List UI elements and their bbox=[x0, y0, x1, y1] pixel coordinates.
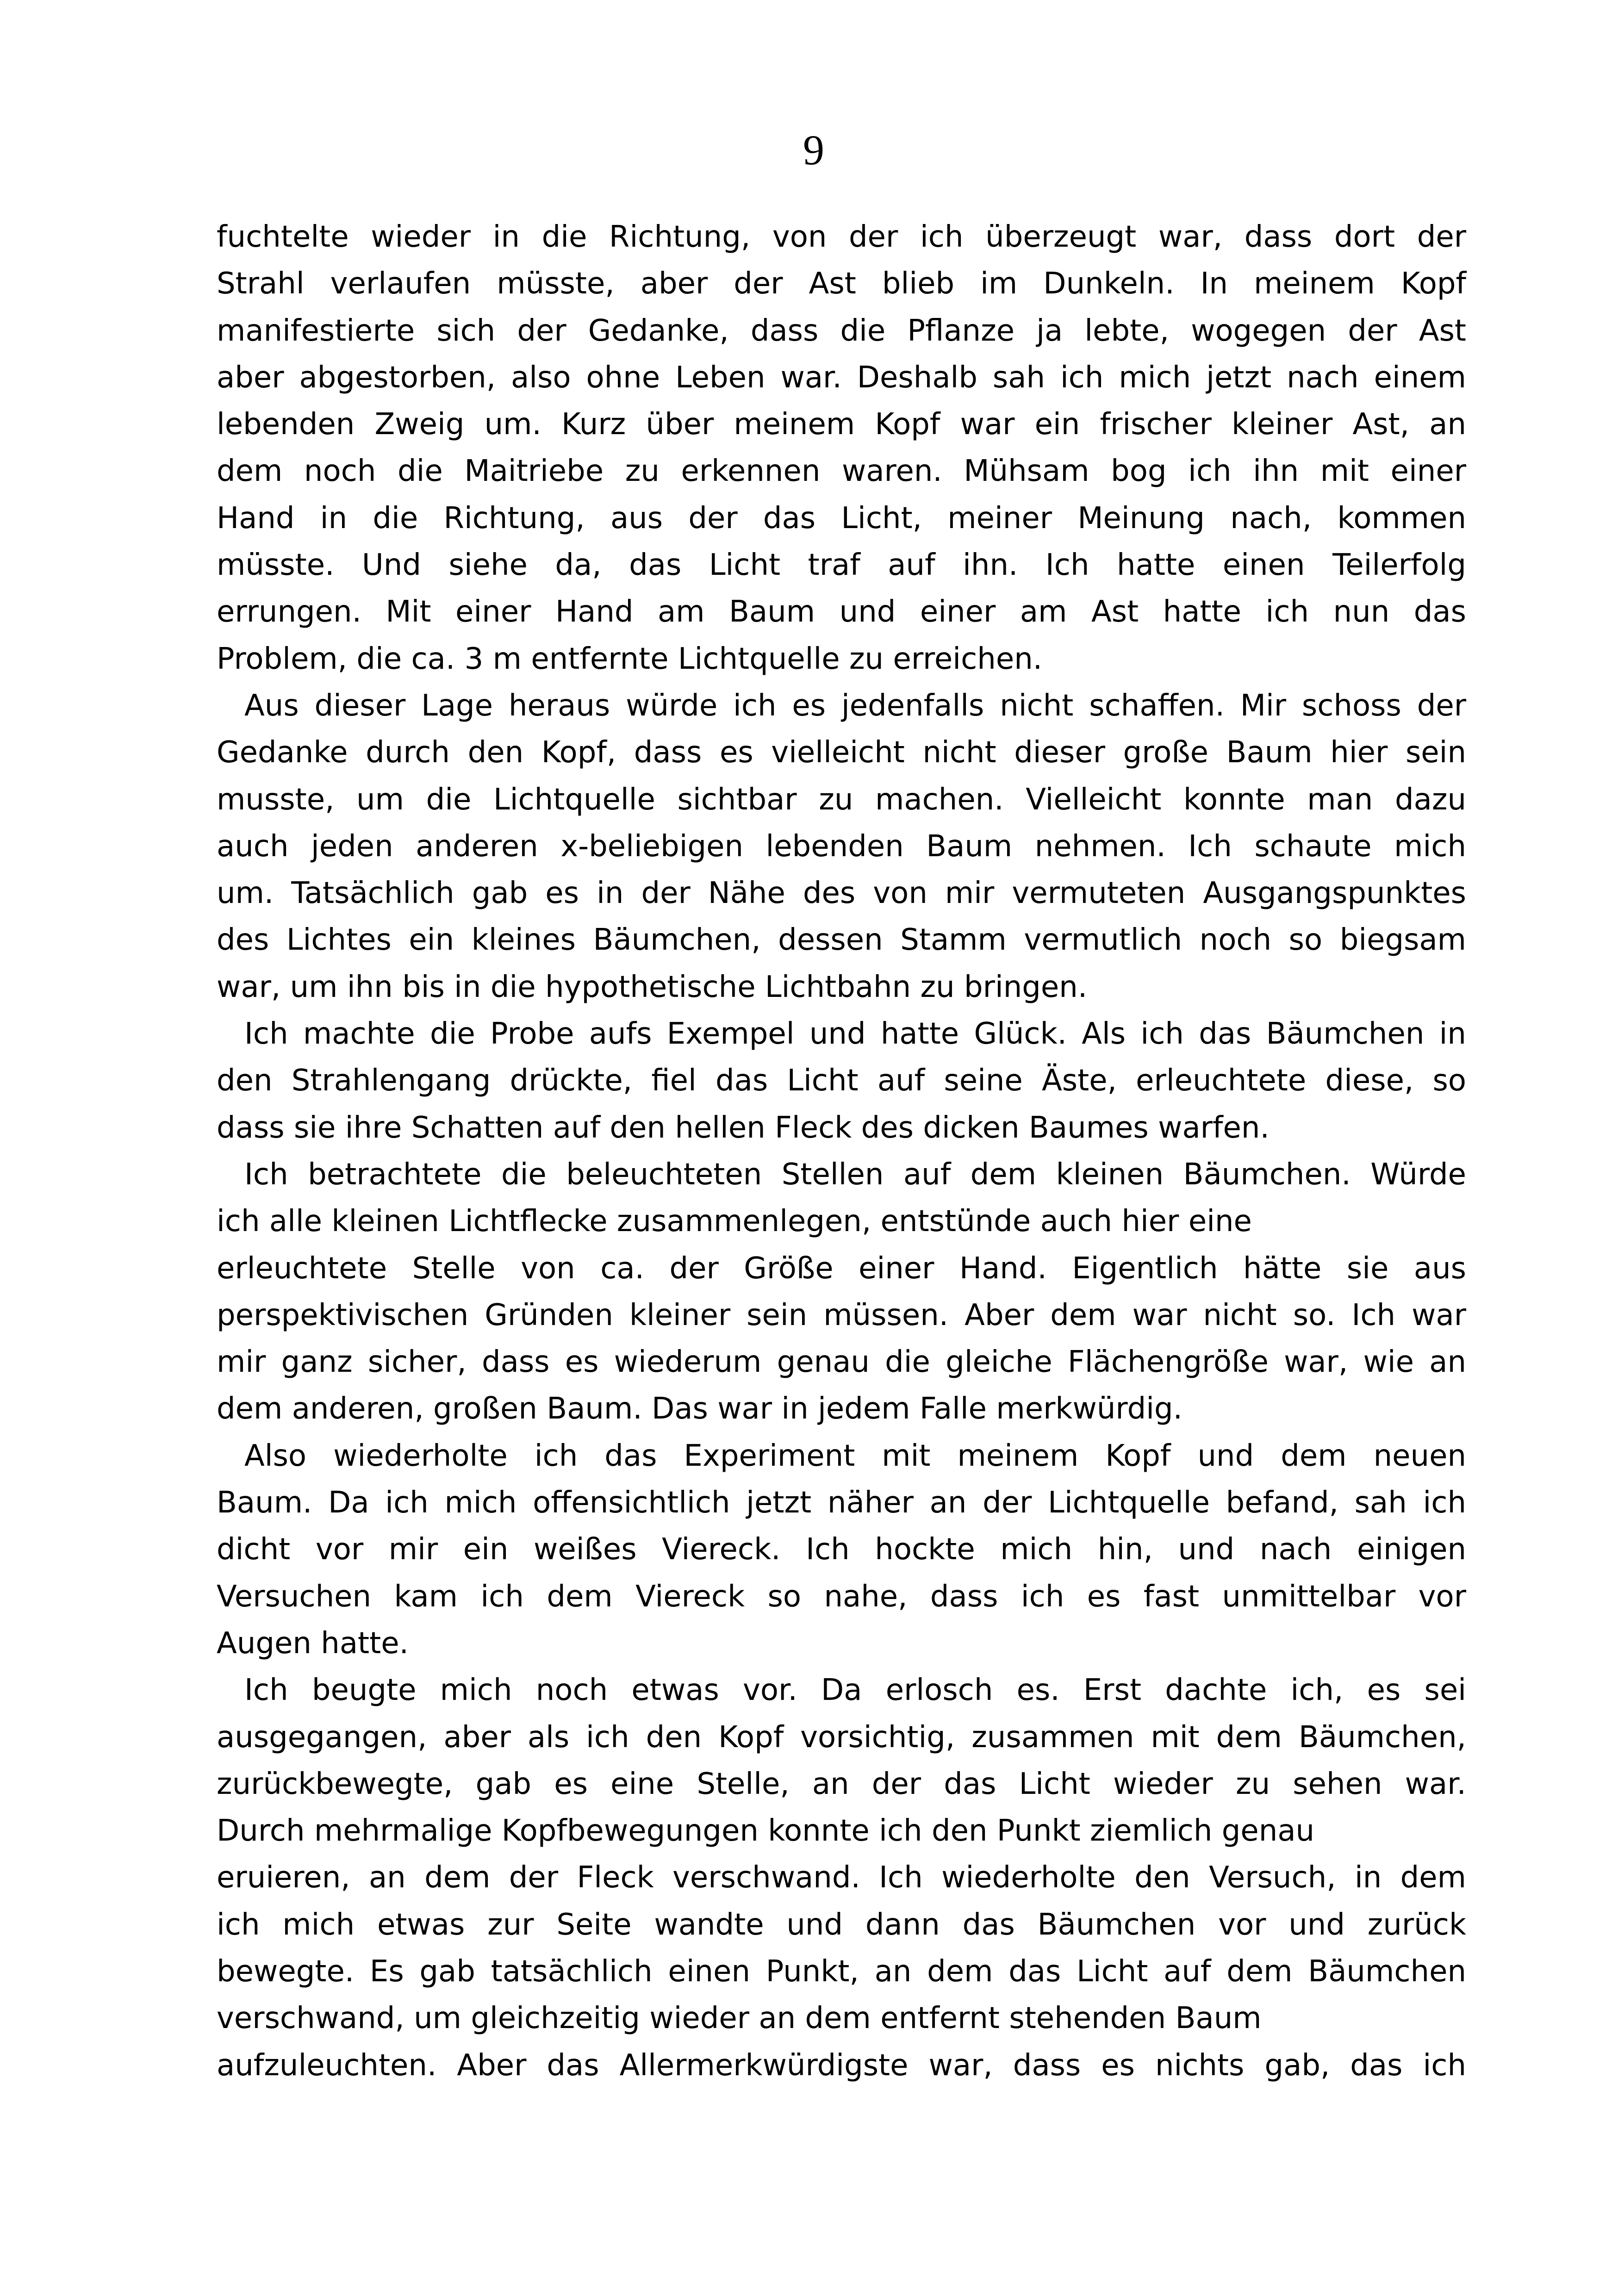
text-line: musste, um die Lichtquelle sichtbar zu machen. Vielleicht konnte man dazu bbox=[217, 782, 1466, 817]
text-line: Durch mehrmalige Kopfbewegungen konnte ich den Punkt ziemlich genau bbox=[217, 1814, 1315, 1848]
text-line: Aus dieser Lage heraus würde ich es jedenfalls nicht schaffen. Mir schoss der bbox=[244, 688, 1466, 723]
text-line: ich alle kleinen Lichtflecke zusammenlegen, entstünde auch hier eine bbox=[217, 1204, 1252, 1239]
text-line: aufzuleuchten. Aber das Allermerkwürdigste war, dass es nichts gab, das ich bbox=[217, 2048, 1466, 2083]
text-line: Baum. Da ich mich offensichtlich jetzt näher an der Lichtquelle befand, sah ich bbox=[217, 1486, 1466, 1520]
text-line: mir ganz sicher, dass es wiederum genau die gleiche Flächengröße war, wie an bbox=[217, 1345, 1466, 1380]
text-line: bewegte. Es gab tatsächlich einen Punkt, an dem das Licht auf dem Bäumchen bbox=[217, 1954, 1466, 1989]
text-line: aber abgestorben, also ohne Leben war. Deshalb sah ich mich jetzt nach einem bbox=[217, 360, 1466, 395]
text-line: Problem, die ca. 3 m entfernte Lichtquelle zu erreichen. bbox=[217, 641, 1043, 676]
text-line: war, um ihn bis in die hypothetische Lichtbahn zu bringen. bbox=[217, 970, 1088, 1004]
text-line: Gedanke durch den Kopf, dass es vielleicht nicht dieser große Baum hier sein bbox=[217, 735, 1466, 770]
text-line: Versuchen kam ich dem Viereck so nahe, dass ich es fast unmittelbar vor bbox=[217, 1579, 1466, 1614]
text-line: Also wiederholte ich das Experiment mit meinem Kopf und dem neuen bbox=[244, 1438, 1466, 1473]
text-line: Ich betrachtete die beleuchteten Stellen auf dem kleinen Bäumchen. Würde bbox=[244, 1157, 1466, 1192]
text-line: auch jeden anderen x-beliebigen lebenden Baum nehmen. Ich schaute mich bbox=[217, 829, 1466, 864]
text-line: dass sie ihre Schatten auf den hellen Fleck des dicken Baumes warfen. bbox=[217, 1110, 1270, 1145]
text-line: Strahl verlaufen müsste, aber der Ast blieb im Dunkeln. In meinem Kopf bbox=[217, 267, 1466, 301]
text-line: Ich machte die Probe aufs Exempel und hatte Glück. Als ich das Bäumchen in bbox=[244, 1017, 1466, 1052]
text-line: verschwand, um gleichzeitig wieder an dem entfernt stehenden Baum bbox=[217, 2001, 1262, 2036]
text-line: Hand in die Richtung, aus der das Licht, meiner Meinung nach, kommen bbox=[217, 501, 1466, 535]
text-line: den Strahlengang drückte, fiel das Licht auf seine Äste, erleuchtete diese, so bbox=[217, 1064, 1466, 1098]
text-line: perspektivischen Gründen kleiner sein müssen. Aber dem war nicht so. Ich war bbox=[217, 1298, 1466, 1332]
text-line: erleuchtete Stelle von ca. der Größe einer Hand. Eigentlich hätte sie aus bbox=[217, 1251, 1466, 1286]
text-line: zurückbewegte, gab es eine Stelle, an der das Licht wieder zu sehen war. bbox=[217, 1767, 1466, 1801]
text-line: ausgegangen, aber als ich den Kopf vorsichtig, zusammen mit dem Bäumchen, bbox=[217, 1720, 1466, 1755]
text-line: Ich beugte mich noch etwas vor. Da erlosch es. Erst dachte ich, es sei bbox=[244, 1673, 1466, 1708]
text-line: dicht vor mir ein weißes Viereck. Ich hockte mich hin, und nach einigen bbox=[217, 1532, 1466, 1567]
text-line: dem noch die Maitriebe zu erkennen waren. Mühsam bog ich ihn mit einer bbox=[217, 454, 1466, 489]
text-line: Augen hatte. bbox=[217, 1626, 409, 1661]
text-line: des Lichtes ein kleines Bäumchen, dessen Stamm vermutlich noch so biegsam bbox=[217, 923, 1466, 958]
text-line: müsste. Und siehe da, das Licht traf auf ihn. Ich hatte einen Teilerfolg bbox=[217, 548, 1466, 583]
text-line: fuchtelte wieder in die Richtung, von der ich überzeugt war, dass dort der bbox=[217, 220, 1466, 254]
body-text bbox=[217, 214, 1466, 2089]
page-number: 9 bbox=[803, 126, 824, 174]
text-line: manifestierte sich der Gedanke, dass die Pflanze ja lebte, wogegen der Ast bbox=[217, 313, 1466, 348]
text-line: eruieren, an dem der Fleck verschwand. Ich wiederholte den Versuch, in dem bbox=[217, 1860, 1466, 1895]
text-line: um. Tatsächlich gab es in der Nähe des von mir vermuteten Ausgangspunktes bbox=[217, 876, 1466, 911]
text-line: errungen. Mit einer Hand am Baum und einer am Ast hatte ich nun das bbox=[217, 595, 1466, 629]
text-line: lebenden Zweig um. Kurz über meinem Kopf war ein frischer kleiner Ast, an bbox=[217, 407, 1466, 442]
text-line: dem anderen, großen Baum. Das war in jedem Falle merkwürdig. bbox=[217, 1392, 1182, 1426]
text-line: ich mich etwas zur Seite wandte und dann das Bäumchen vor und zurück bbox=[217, 1907, 1466, 1942]
